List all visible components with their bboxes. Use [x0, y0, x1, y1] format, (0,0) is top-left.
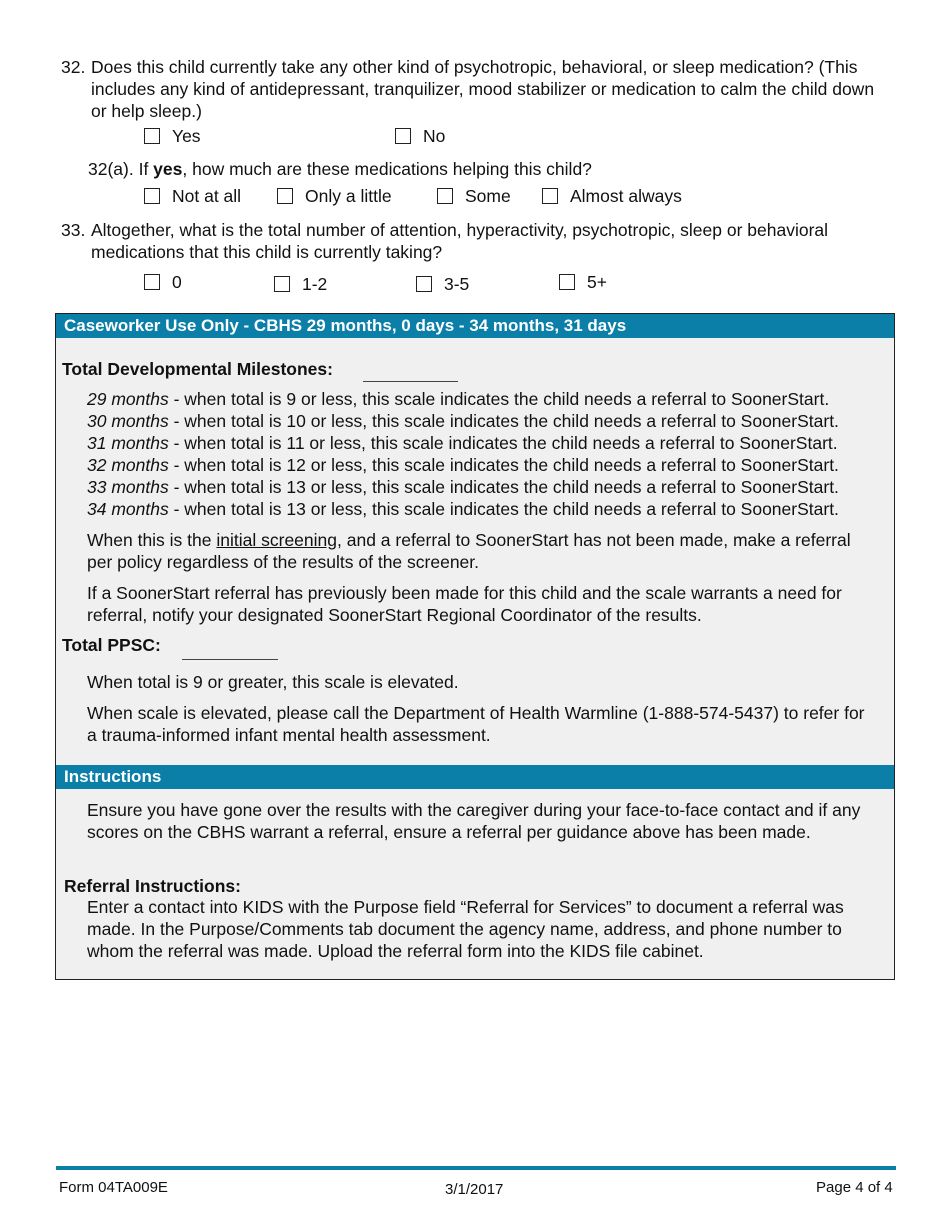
milestone-line: 32 months - when total is 12 or less, this scale indicates the child needs a referral to SoonerStart.: [87, 455, 839, 475]
checkbox[interactable]: [144, 188, 160, 204]
q32a-option-not-at-all[interactable]: Not at all: [144, 185, 241, 207]
milestone-line: 33 months - when total is 13 or less, this scale indicates the child needs a referral to SoonerStart.: [87, 477, 839, 497]
checkbox[interactable]: [144, 128, 160, 144]
milestones-label: Total Developmental Milestones:: [62, 359, 333, 379]
milestone-line: 30 months - when total is 10 or less, this scale indicates the child needs a referral to SoonerStart.: [87, 411, 839, 431]
checkbox[interactable]: [144, 274, 160, 290]
checkbox[interactable]: [437, 188, 453, 204]
q33-text: Altogether, what is the total number of attention, hyperactivity, psychotropic, sleep or behavioral medications that this child is currently taking?: [91, 220, 829, 262]
q32-option-yes[interactable]: Yes: [144, 125, 201, 147]
checkbox[interactable]: [542, 188, 558, 204]
referral-instructions-label: Referral Instructions:: [64, 876, 241, 896]
footer-form-number: Form 04TA009E: [59, 1179, 168, 1196]
q32a-text: 32(a). If yes, how much are these medications helping this child?: [88, 159, 592, 179]
milestone-line: 34 months - when total is 13 or less, this scale indicates the child needs a referral to SoonerStart.: [87, 499, 839, 519]
ppsc-label: Total PPSC:: [62, 635, 161, 655]
checkbox[interactable]: [559, 274, 575, 290]
ppsc-total-field[interactable]: [182, 658, 278, 660]
checkbox[interactable]: [395, 128, 411, 144]
q32a-option-some[interactable]: Some: [437, 185, 511, 207]
q32-number: 32.: [61, 57, 86, 77]
instructions-text: Ensure you have gone over the results with the caregiver during your face-to-face contact and if any scores on the CBHS warrant a referral, ensure a referral per guidance above has been made.: [87, 800, 861, 842]
milestones-total-field[interactable]: [363, 380, 458, 382]
referral-instructions-text: Enter a contact into KIDS with the Purpose field “Referral for Services” to document a referral was made. In the Purpose/Comments tab document the agency name, address, and phone number to whom the referral was made. Upload the referral form into the KIDS file cabinet.: [87, 897, 844, 961]
checkbox[interactable]: [274, 276, 290, 292]
milestone-line: 29 months - when total is 9 or less, this scale indicates the child needs a referral to SoonerStart.: [87, 389, 830, 409]
warmline-note: When scale is elevated, please call the Department of Health Warmline (1-888-574-5437) to refer for a trauma-informed infant mental health assessment.: [87, 703, 865, 745]
instructions-header: Instructions: [56, 765, 894, 789]
milestone-line: 31 months - when total is 11 or less, this scale indicates the child needs a referral to SoonerStart.: [87, 433, 838, 453]
q32a-option-only-a-little[interactable]: Only a little: [277, 185, 392, 207]
q33-option-0[interactable]: 0: [144, 271, 182, 293]
previous-referral-note: If a SoonerStart referral has previously been made for this child and the scale warrants a need for referral, notify your designated SoonerStart Regional Coordinator of the results.: [87, 583, 842, 625]
q33-number: 33.: [61, 220, 86, 240]
q33-option-1-2[interactable]: 1-2: [274, 273, 327, 295]
footer-date: 3/1/2017: [445, 1181, 504, 1198]
checkbox[interactable]: [277, 188, 293, 204]
ppsc-elevated-note: When total is 9 or greater, this scale is elevated.: [87, 672, 459, 692]
caseworker-header: Caseworker Use Only - CBHS 29 months, 0 days - 34 months, 31 days: [56, 314, 894, 338]
footer-rule: [56, 1166, 896, 1170]
q33-option-3-5[interactable]: 3-5: [416, 273, 469, 295]
q32-text: Does this child currently take any other kind of psychotropic, behavioral, or sleep medication? (This includes any kind of antidepressant, tranquilizer, mood stabilizer or medication to calm the child down or help sleep.): [91, 57, 875, 121]
q32-option-no[interactable]: No: [395, 125, 445, 147]
checkbox[interactable]: [416, 276, 432, 292]
initial-screening-note: When this is the initial screening, and a referral to SoonerStart has not been made, make a referral per policy regardless of the results of the screener.: [87, 530, 851, 572]
q32a-option-almost-always[interactable]: Almost always: [542, 185, 682, 207]
q33-option-5-plus[interactable]: 5+: [559, 271, 607, 293]
caseworker-panel: [55, 313, 895, 980]
footer-page-number: Page 4 of 4: [816, 1179, 893, 1196]
